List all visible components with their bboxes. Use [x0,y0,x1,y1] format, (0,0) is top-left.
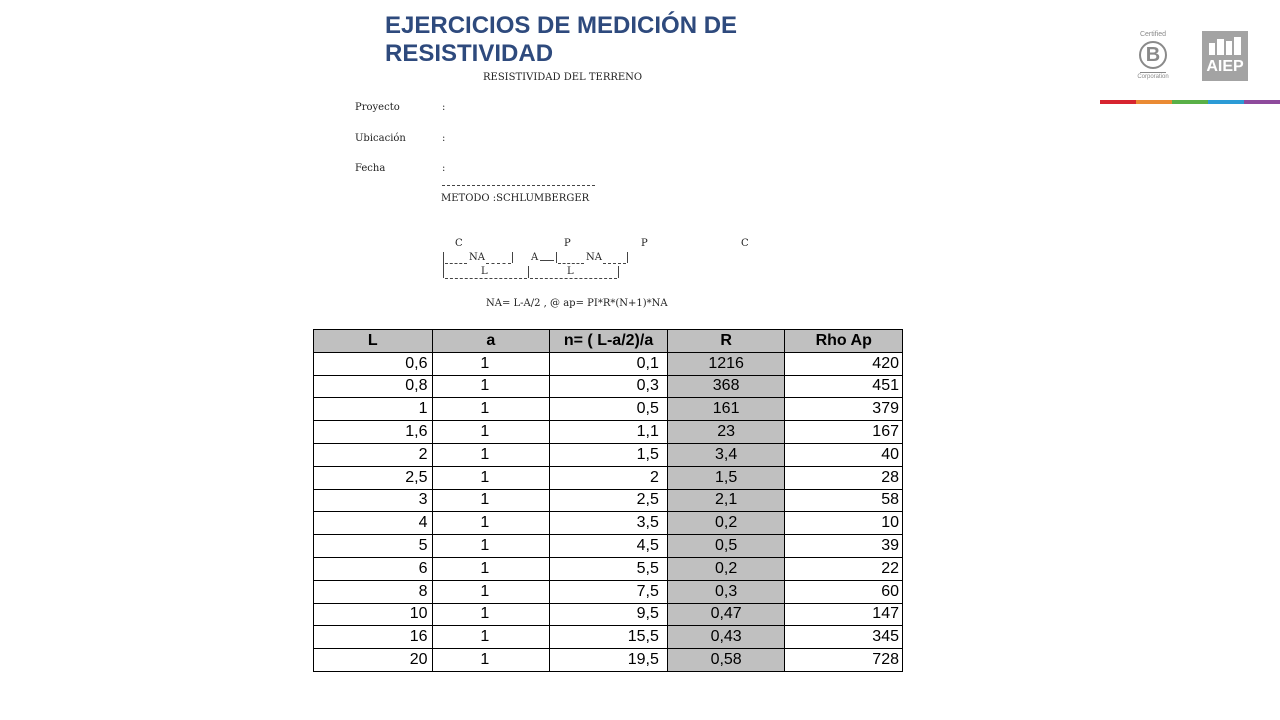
aiep-logo-text: AIEP [1206,58,1244,75]
electrode-c2: C [741,238,749,249]
color-bar-purple [1244,100,1280,104]
slide-title-line2: RESISTIVIDAD [385,40,554,67]
cell-n: 5,5 [550,557,668,580]
cell-l: 2 [314,443,433,466]
cell-l: 10 [314,603,433,626]
cell-a: 1 [432,398,550,421]
cell-r: 2,1 [667,489,785,512]
field-label-proyecto: Proyecto [355,102,400,113]
cell-l: 3 [314,489,433,512]
cell-a: 1 [432,603,550,626]
table-row [314,466,903,489]
cell-rho: 39 [785,535,903,558]
diagram-bar-mid-lower [528,266,529,278]
cell-n: 19,5 [550,649,668,672]
electrode-p1: P [564,238,571,249]
cell-rho: 451 [785,375,903,398]
column-header-r: R [667,330,785,353]
table-row [314,443,903,466]
cell-n: 4,5 [550,535,668,558]
resistivity-table [313,329,903,672]
column-header-rho: Rho Ap [785,330,903,353]
cell-r: 0,43 [667,626,785,649]
table-row [314,512,903,535]
bcorp-letter: B [1139,41,1167,69]
cell-a: 1 [432,466,550,489]
diagram-l-right: L [567,266,574,277]
cell-l: 1,6 [314,421,433,444]
cell-rho: 728 [785,649,903,672]
field-sep-ubicacion: : [442,133,446,144]
field-label-ubicacion: Ubicación [355,133,406,144]
column-header-n: n= ( L-a/2)/a [550,330,668,353]
cell-a: 1 [432,557,550,580]
cell-l: 8 [314,580,433,603]
cell-r: 161 [667,398,785,421]
table-row [314,489,903,512]
field-sep-fecha: : [442,163,446,174]
cell-a: 1 [432,375,550,398]
cell-r: 3,4 [667,443,785,466]
cell-a: 1 [432,421,550,444]
cell-n: 2,5 [550,489,668,512]
bcorp-top-text: Certified [1139,31,1167,38]
cell-r: 0,5 [667,535,785,558]
diagram-bar-p1-upper [512,252,513,263]
cell-l: 5 [314,535,433,558]
diagram-l-left: L [481,266,488,277]
cell-l: 4 [314,512,433,535]
field-label-fecha: Fecha [355,163,386,174]
cell-a: 1 [432,626,550,649]
cell-l: 20 [314,649,433,672]
form-heading: RESISTIVIDAD DEL TERRENO [483,72,643,83]
table-body [314,352,903,671]
cell-r: 1,5 [667,466,785,489]
color-bar-blue [1208,100,1244,104]
cell-n: 0,1 [550,352,668,375]
cell-n: 9,5 [550,603,668,626]
cell-rho: 420 [785,352,903,375]
table-row [314,352,903,375]
dim-line-4 [558,263,584,264]
table-row [314,649,903,672]
color-bar-orange [1136,100,1172,104]
bcorp-logo [1133,30,1173,82]
cell-l: 6 [314,557,433,580]
cell-rho: 40 [785,443,903,466]
cell-r: 0,2 [667,557,785,580]
cell-r: 0,58 [667,649,785,672]
cell-a: 1 [432,535,550,558]
table-row [314,603,903,626]
cell-rho: 60 [785,580,903,603]
cell-a: 1 [432,443,550,466]
cell-n: 1,1 [550,421,668,444]
cell-a: 1 [432,489,550,512]
table-row [314,398,903,421]
diagram-bar-c2-lower [618,266,619,278]
cell-rho: 58 [785,489,903,512]
table-row [314,421,903,444]
cell-l: 0,6 [314,352,433,375]
diagram-bar-p2-upper [627,252,628,263]
table-row [314,375,903,398]
table-header-row [314,330,903,353]
cell-rho: 22 [785,557,903,580]
cell-rho: 28 [785,466,903,489]
cell-n: 3,5 [550,512,668,535]
cell-n: 7,5 [550,580,668,603]
cell-a: 1 [432,512,550,535]
cell-n: 1,5 [550,443,668,466]
cell-rho: 345 [785,626,903,649]
slide-title-line1: EJERCICIOS DE MEDICIÓN DE [385,12,738,39]
cell-n: 0,3 [550,375,668,398]
cell-a: 1 [432,352,550,375]
diagram-a-label: A [531,252,539,263]
column-header-l: L [314,330,433,353]
cell-r: 0,3 [667,580,785,603]
cell-n: 0,5 [550,398,668,421]
cell-r: 368 [667,375,785,398]
diagram-bar-c1 [443,252,444,278]
cell-l: 0,8 [314,375,433,398]
method-label: METODO :SCHLUMBERGER [441,193,590,204]
field-sep-proyecto: : [442,102,446,113]
formula: NA= L-A/2 , @ ap= PI*R*(N+1)*NA [486,298,668,309]
separator-line [442,185,595,186]
table-row [314,557,903,580]
color-bar-red [1100,100,1136,104]
cell-r: 0,2 [667,512,785,535]
table-row [314,535,903,558]
color-bar-green [1172,100,1208,104]
cell-n: 15,5 [550,626,668,649]
cell-rho: 10 [785,512,903,535]
cell-r: 1216 [667,352,785,375]
cell-n: 2 [550,466,668,489]
cell-a: 1 [432,580,550,603]
cell-l: 2,5 [314,466,433,489]
dim-line-2 [486,263,511,264]
cell-rho: 167 [785,421,903,444]
column-header-a: a [432,330,550,353]
electrode-c1: C [455,238,463,249]
diagram-bar-mid-upper [556,252,557,263]
dim-line-l1 [445,278,527,279]
table-row [314,580,903,603]
diagram-na-right: NA [586,252,602,263]
cell-r: 0,47 [667,603,785,626]
dim-line-3 [540,260,554,261]
buildings-icon [1208,37,1242,55]
cell-a: 1 [432,649,550,672]
diagram-na-left: NA [469,252,485,263]
aiep-logo [1202,31,1248,81]
brand-color-bar [1100,100,1280,104]
dim-line-l2 [530,278,617,279]
cell-rho: 379 [785,398,903,421]
cell-l: 1 [314,398,433,421]
cell-l: 16 [314,626,433,649]
dim-line-5 [603,263,626,264]
table-row [314,626,903,649]
cell-rho: 147 [785,603,903,626]
dim-line-1 [445,263,467,264]
bcorp-bottom-text: Corporation [1137,74,1169,80]
electrode-p2: P [641,238,648,249]
slide-title [385,12,805,68]
cell-r: 23 [667,421,785,444]
